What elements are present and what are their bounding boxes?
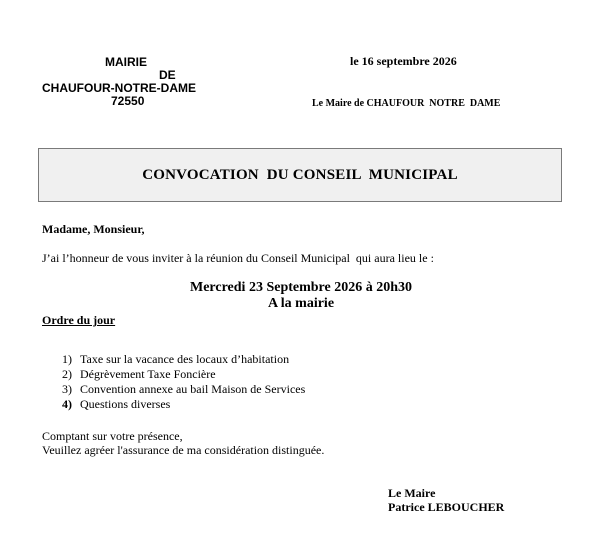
agenda-item-number: 3) bbox=[62, 382, 72, 396]
agenda-item-text: Questions diverses bbox=[80, 397, 171, 411]
mairie-line-2: DE bbox=[159, 68, 176, 82]
agenda-item bbox=[62, 397, 305, 412]
closing-line-2: Veuillez agréer l'assurance de ma considération distinguée. bbox=[42, 443, 325, 457]
maire-de-commune: CHAUFOUR NOTRE DAME bbox=[366, 98, 501, 109]
mairie-line-1: MAIRIE bbox=[105, 55, 147, 69]
title-banner bbox=[38, 148, 562, 202]
signature-name: Patrice LEBOUCHER bbox=[388, 500, 505, 514]
maire-de-line bbox=[312, 98, 500, 109]
meeting-place: A la mairie bbox=[267, 296, 335, 311]
salutation: Madame, Monsieur, bbox=[42, 222, 145, 236]
agenda-item bbox=[62, 367, 305, 382]
agenda-item bbox=[62, 352, 305, 367]
agenda-item-text: Taxe sur la vacance des locaux d’habitation bbox=[80, 352, 290, 366]
letter-date: le 16 septembre 2026 bbox=[350, 54, 457, 68]
agenda-item-number: 1) bbox=[62, 352, 72, 366]
agenda-item-number: 2) bbox=[62, 367, 72, 381]
maire-de-prefix: Le Maire de bbox=[312, 98, 365, 109]
document-title: CONVOCATION DU CONSEIL MUNICIPAL bbox=[142, 166, 458, 183]
agenda-list bbox=[62, 352, 305, 412]
agenda-item-number: 4) bbox=[62, 397, 72, 411]
closing-line-1: Comptant sur votre présence, bbox=[42, 429, 183, 443]
agenda-item-text: Convention annexe au bail Maison de Services bbox=[80, 382, 306, 396]
agenda-item-text: Dégrèvement Taxe Foncière bbox=[80, 367, 216, 381]
agenda-heading: Ordre du jour bbox=[42, 313, 116, 327]
mairie-line-3: CHAUFOUR-NOTRE-DAME bbox=[42, 81, 196, 95]
mairie-line-4: 72550 bbox=[111, 94, 145, 108]
agenda-item bbox=[62, 382, 305, 397]
signature-role: Le Maire bbox=[388, 486, 436, 500]
intro-text: J’ai l’honneur de vous inviter à la réunion du Conseil Municipal qui aura lieu le : bbox=[42, 251, 434, 265]
meeting-datetime: Mercredi 23 Septembre 2026 à 20h30 bbox=[189, 280, 413, 295]
